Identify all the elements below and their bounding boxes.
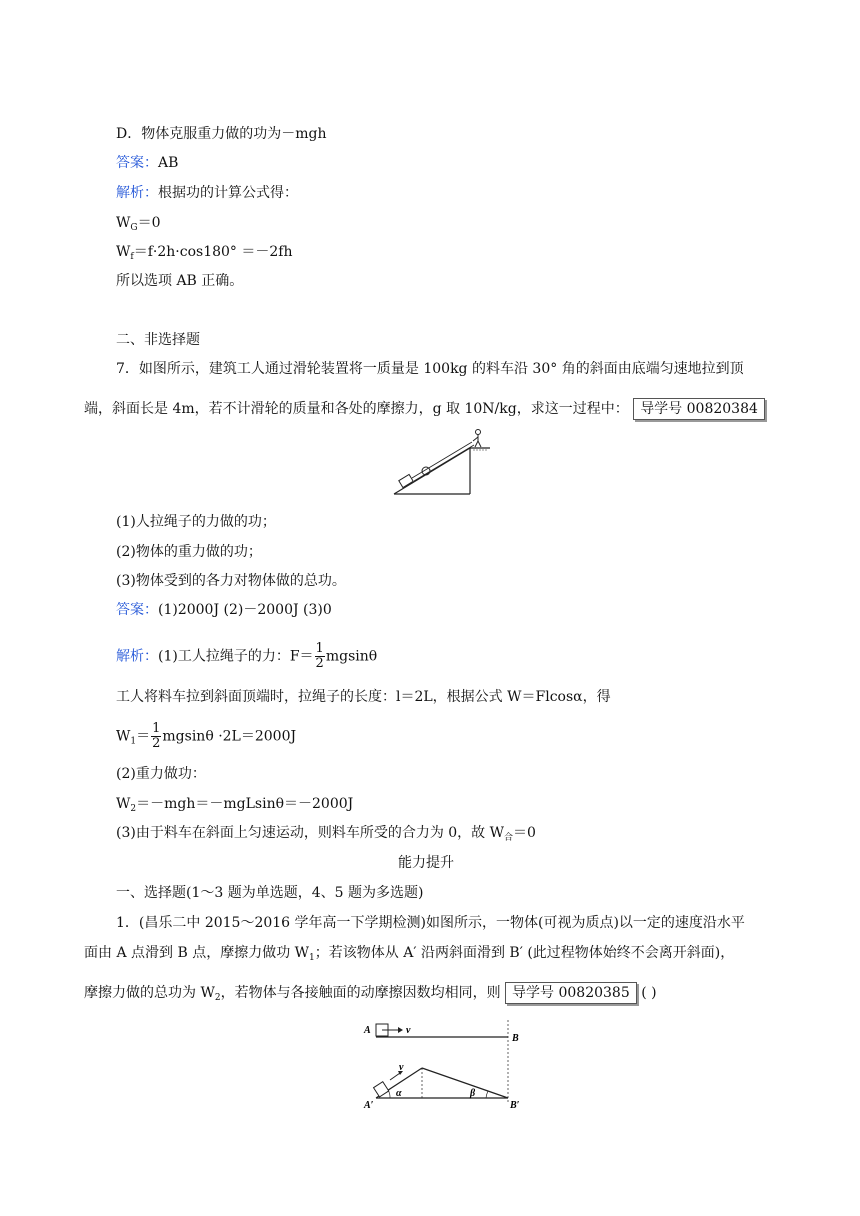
incline-pulley-figure — [390, 428, 502, 498]
guide-code-box: 导学号 00820385 — [505, 982, 637, 1004]
w1-equation: $W_1=$ $\frac{1}{2}$ mgsinθ ·2L＝2000J — [116, 721, 297, 751]
q6-conclusion: 所以选项 AB 正确。 — [116, 273, 244, 289]
analysis-label: 解析： — [116, 185, 158, 201]
q7-answer-row — [116, 600, 332, 620]
w2-equation: $W_2=-mgh=-mgLsin\theta=-2000J$ — [116, 796, 354, 814]
label-alpha: α — [396, 1088, 402, 1099]
q7-sub3: (3)物体受到的各力对物体做的总功。 — [116, 573, 346, 589]
fraction-half: $\frac{1}{2}$ — [315, 641, 324, 671]
section-title-ability: 能力提升 — [398, 855, 454, 871]
label-b-prime: B′ — [510, 1100, 520, 1110]
q7-analysis-line4: (3)由于料车在斜面上匀速运动，则料车所受的合力为 0，故 $W_合=0$ — [116, 825, 536, 843]
label-a: A — [364, 1025, 371, 1036]
p1-line3: 摩擦力做的总功为 $W_2$，若物体与各接触面的动摩擦因数均相同，则 导学号 00820385 ( ) — [84, 982, 657, 1008]
q7-stem-line2: 端，斜面长是 4m，若不计滑轮的质量和各处的摩擦力，g 取 10N/kg，求这一过程中： 导学号 00820384 — [84, 398, 765, 420]
answer-label: 答案： — [116, 602, 158, 618]
section-heading-nonchoice: 二、非选择题 — [116, 332, 200, 348]
p1-line2: 面由 A 点滑到 B 点，摩擦力做功 $W_1$；若该物体从 A′ 沿两斜面滑到 B′ (此过程物体始终不会离开斜面)， — [84, 945, 735, 963]
option-d: D．物体克服重力做的功为－mgh — [116, 126, 327, 142]
wg-equation: $W_G=0$ — [116, 215, 161, 233]
answer-text: (1)2000J (2)－2000J (3)0 — [158, 602, 332, 618]
q6-analysis-row — [116, 183, 298, 203]
label-v2: v — [399, 1062, 404, 1073]
analysis-intro: 根据功的计算公式得： — [158, 185, 298, 201]
answer-label: 答案： — [116, 155, 158, 171]
section-heading-choice: 一、选择题(1～3 题为单选题，4、5 题为多选题) — [116, 885, 424, 901]
analysis-label: 解析： — [116, 648, 158, 665]
q7-stem-line1: 7．如图所示，建筑工人通过滑轮装置将一质量是 100kg 的料车沿 30° 角的斜面由底端匀速地拉到顶 — [116, 361, 744, 377]
q7-analysis-line3: (2)重力做功： — [116, 766, 206, 782]
label-beta: β — [470, 1088, 476, 1099]
answer-text: AB — [158, 155, 179, 171]
q6-answer-row — [116, 153, 178, 173]
fraction-half: $\frac{1}{2}$ — [152, 721, 161, 751]
q7-analysis-line2: 工人将料车拉到斜面顶端时，拉绳子的长度：l＝2L，根据公式 W＝Flcosα，得 — [116, 689, 611, 705]
guide-code-box: 导学号 00820384 — [633, 398, 765, 420]
wf-equation: $W_f=f\cdot 2h\cdot\cos 180^\circ =-2fh$ — [116, 244, 293, 262]
p1-line1: 1．(昌乐二中 2015～2016 学年高一下学期检测)如图所示，一物体(可视为质点)以一定的速度沿水平 — [116, 915, 745, 931]
label-b: B — [512, 1033, 519, 1044]
q7-sub2: (2)物体的重力做的功； — [116, 544, 262, 560]
label-v1: v — [406, 1025, 411, 1036]
answer-blank: ( ) — [641, 985, 657, 1001]
q7-analysis-line1: 解析：(1)工人拉绳子的力：F＝ $\frac{1}{2}$ mgsinθ — [116, 641, 378, 671]
label-a-prime: A′ — [364, 1100, 374, 1110]
q7-sub1: (1)人拉绳子的力做的功； — [116, 514, 276, 530]
sliding-block-figure — [362, 1016, 530, 1110]
